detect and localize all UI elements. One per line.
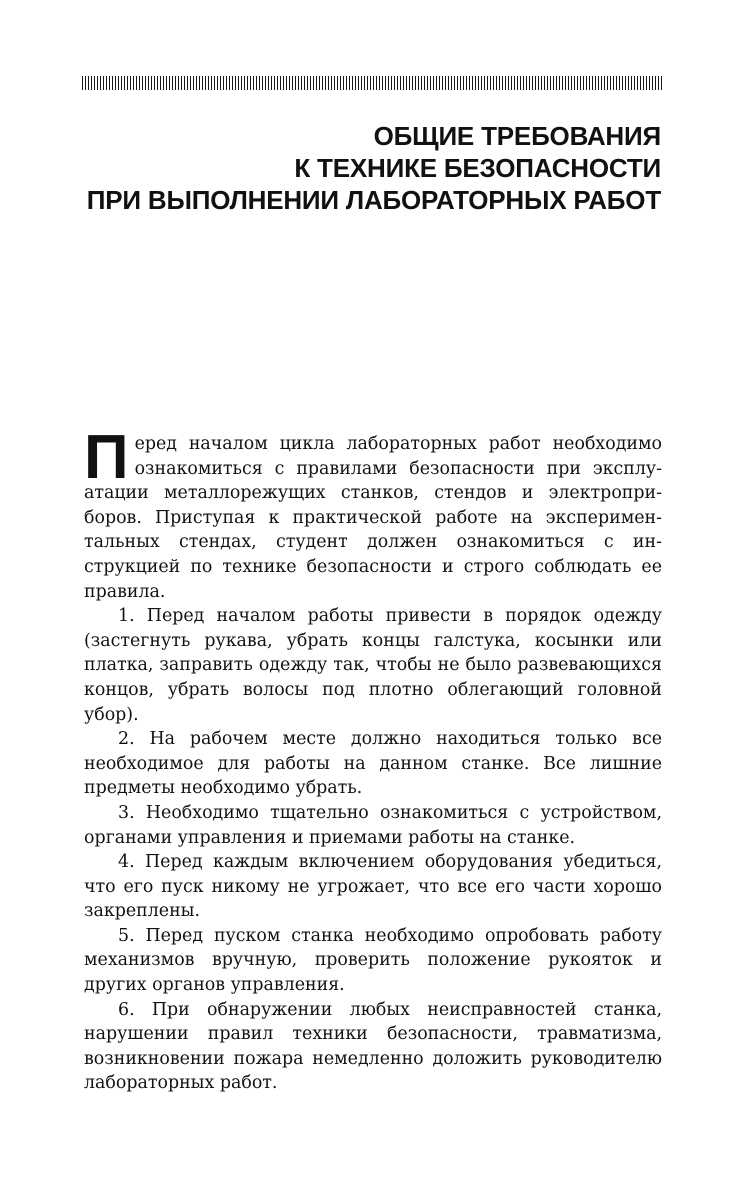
rule-item-6: 6. При обнаружении любых неисправностей станка, нарушении правил техники безопасности, травматизма, возникновении пожара немедленно доложить руководителю лабораторных работ. bbox=[84, 999, 662, 1094]
title-line-1: ОБЩИЕ ТРЕБОВАНИЯ bbox=[373, 121, 661, 151]
title-line-2: К ТЕХНИКЕ БЕЗОПАСНОСТИ bbox=[294, 153, 661, 183]
rule-item-1: 1. Перед началом работы привести в порядок одежду (застегнуть рукава, убрать концы галстука, косынки или платка, заправить одежду так, чтобы не было развевающихся концов, убрать волосы под плотно облегающий головной убор). bbox=[84, 606, 662, 725]
rule-item-2: 2. На рабочем месте должно находиться только все необходимое для работы на данном станке. Все лишние предметы необходимо убрать. bbox=[84, 729, 662, 799]
intro-paragraph bbox=[84, 423, 662, 604]
decorative-top-rule bbox=[82, 76, 663, 90]
body-text bbox=[84, 423, 662, 1096]
intro-text: еред началом цикла лабораторных работ необходимо ознакомиться с правилами безопасности при эксплуатации металлорежущих станков, стендов и электроприборов. Приступая к практической работе на экспериментальных стендах, студент должен ознакомиться с инструкцией по технике безопасности и строго соблюдать ее правила. bbox=[84, 434, 662, 602]
drop-cap: П bbox=[84, 423, 129, 492]
rule-item-5: 5. Перед пуском станка необходимо опробовать работу механизмов вручную, проверить положение рукояток и других органов управления. bbox=[84, 925, 662, 996]
title-line-3: ПРИ ВЫПОЛНЕНИИ ЛАБОРАТОРНЫХ РАБОТ bbox=[86, 185, 661, 215]
page-title bbox=[61, 120, 661, 216]
rule-item-3: 3. Необходимо тщательно ознакомиться с устройством, органами управления и приемами работы на станке. bbox=[84, 802, 662, 848]
rule-item-4: 4. Перед каждым включением оборудования убедиться, что его пуск никому не угрожает, что все его части хорошо закреплены. bbox=[84, 852, 662, 922]
